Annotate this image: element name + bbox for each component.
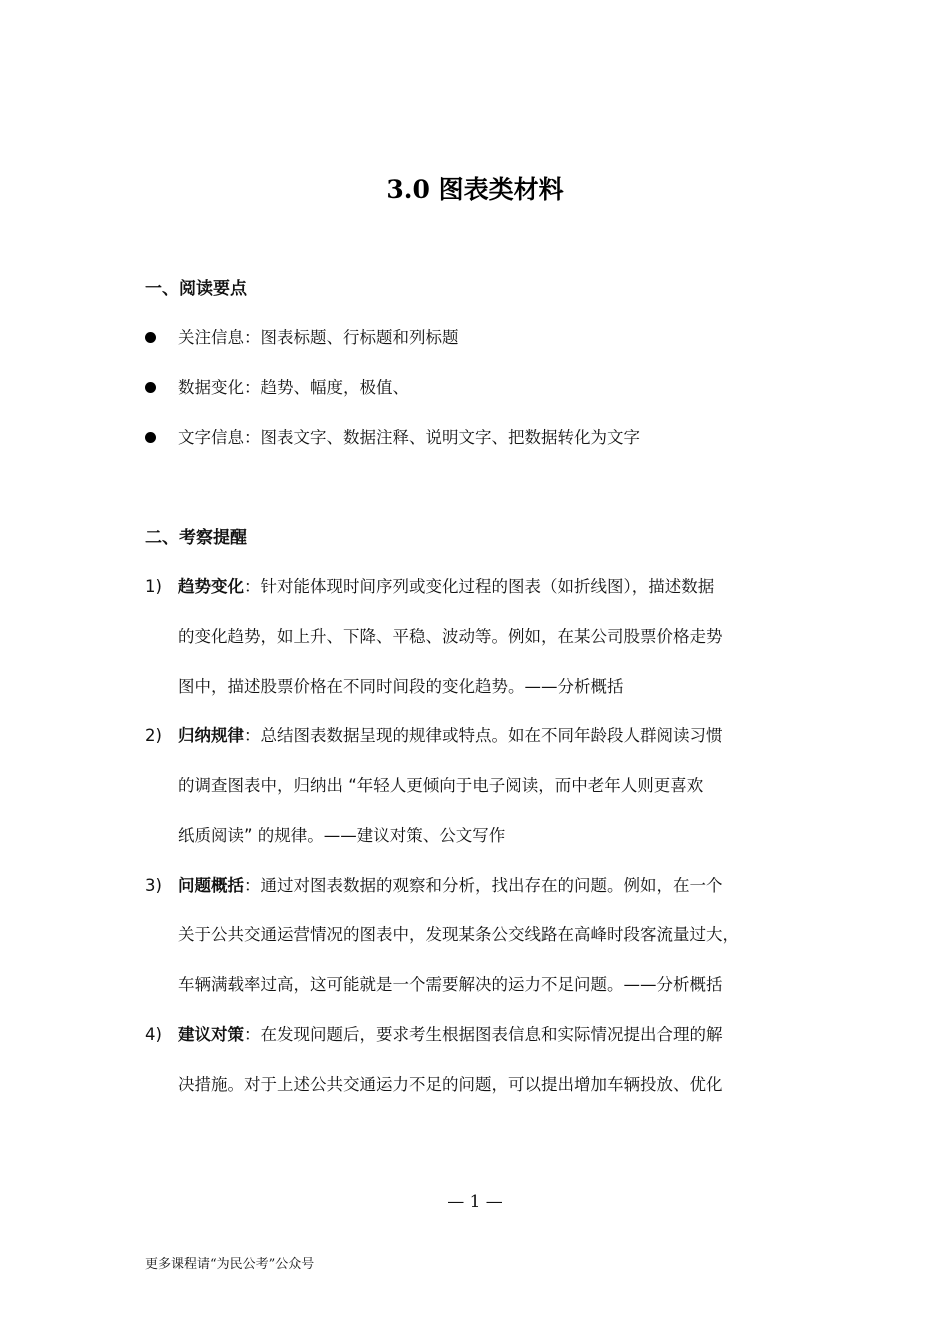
page-number: — 1 — — [447, 1192, 503, 1212]
item-label: 趋势变化 — [178, 577, 244, 596]
item-line — [178, 872, 723, 900]
item-line: 的调查图表中，归纳出 “年轻人更倾向于电子阅读，而中老年人则更喜欢 — [178, 776, 704, 795]
item-line: 关于公共交通运营情况的图表中，发现某条公交线路在高峰时段客流量过大， — [178, 925, 739, 944]
section-heading-reading-points: 一、阅读要点 — [145, 279, 247, 299]
bullet-text: 文字信息：图表文字、数据注释、说明文字、把数据转化为文字 — [178, 428, 640, 447]
document-title: 3.0 图表类材料 — [386, 175, 564, 204]
item-text: ：通过对图表数据的观察和分析，找出存在的问题。例如，在一个 — [244, 876, 723, 895]
bullet-dot-icon — [145, 332, 156, 343]
item-label: 问题概括 — [178, 876, 244, 895]
item-number: 3) — [145, 876, 162, 895]
item-line — [178, 573, 714, 601]
item-label: 归纳规律 — [178, 726, 244, 745]
item-line: 图中，描述股票价格在不同时间段的变化趋势。——分析概括 — [178, 677, 624, 696]
item-number: 2) — [145, 726, 162, 745]
bullet-text: 关注信息：图表标题、行标题和列标题 — [178, 328, 459, 347]
item-text: ：总结图表数据呈现的规律或特点。如在不同年龄段人群阅读习惯 — [244, 726, 723, 745]
item-line — [178, 1021, 723, 1049]
footer-note: 更多课程请“为民公考”公众号 — [145, 1257, 315, 1272]
bullet-dot-icon — [145, 432, 156, 443]
item-line: 纸质阅读” 的规律。——建议对策、公文写作 — [178, 826, 506, 845]
item-number: 4) — [145, 1025, 162, 1044]
bullet-text: 数据变化：趋势、幅度，极值、 — [178, 378, 409, 397]
item-number: 1) — [145, 577, 162, 596]
item-line: 决措施。对于上述公共交通运力不足的问题，可以提出增加车辆投放、优化 — [178, 1075, 723, 1094]
bullet-dot-icon — [145, 382, 156, 393]
item-text: ：在发现问题后，要求考生根据图表信息和实际情况提出合理的解 — [244, 1025, 723, 1044]
item-line: 的变化趋势，如上升、下降、平稳、波动等。例如，在某公司股票价格走势 — [178, 627, 723, 646]
item-label: 建议对策 — [178, 1025, 244, 1044]
item-line: 车辆满载率过高，这可能就是一个需要解决的运力不足问题。——分析概括 — [178, 975, 723, 994]
section-heading-exam-reminders: 二、考察提醒 — [145, 528, 247, 548]
item-text: ：针对能体现时间序列或变化过程的图表（如折线图），描述数据 — [244, 577, 715, 596]
item-line — [178, 722, 723, 750]
